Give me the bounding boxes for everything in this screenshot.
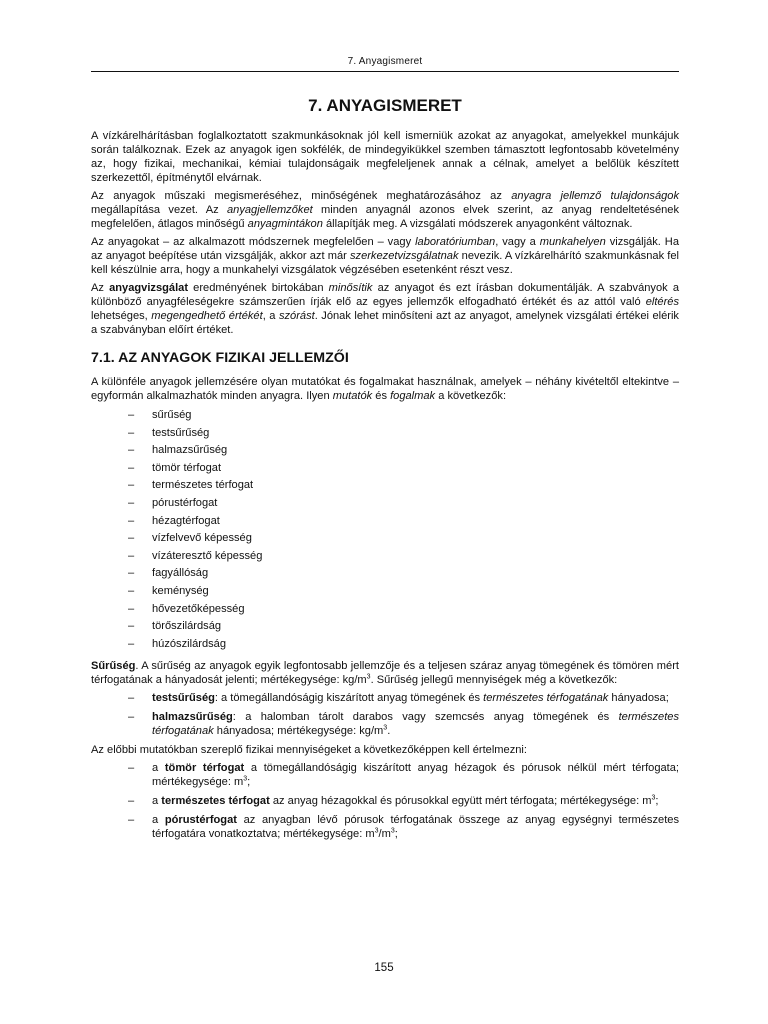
superscript: 3 <box>651 794 656 802</box>
text-run: a tömegállandóságig kiszárított anyag hézagok és pórusok nélkül mért térfogata; mértékegysége: m <box>152 762 679 789</box>
section-intro-paragraph <box>91 375 679 403</box>
text-run: . Sűrűség jellegű mennyiségek még a következők: <box>370 674 618 687</box>
emphasis: szerkezetvizsgálatnak <box>349 250 459 262</box>
text-run: Az anyagokat – az alkalmazott módszernek megfelelően – vagy <box>91 236 416 248</box>
text-run: . A sűrűség az anyagok egyik legfontosabb jellemzője és a teljesen száraz anyag tömegének és tömören mért térfogatának a hányadosát jelenti; mértékegysége: kg/m <box>91 660 679 687</box>
emphasis: természetes térfogatának <box>483 692 609 705</box>
property-list <box>91 407 679 653</box>
page-content <box>91 96 679 846</box>
emphasis: eltérés <box>645 296 679 308</box>
list-item: – pórustérfogat <box>91 495 679 513</box>
text-run: lehetséges, <box>91 310 152 322</box>
text-run: ; <box>655 795 659 808</box>
text-run: a <box>152 795 162 808</box>
text-run: eredményének birtokában <box>188 282 329 294</box>
section-heading: 7.1. AZ ANYAGOK FIZIKAI JELLEMZŐI <box>91 350 349 366</box>
bold-term: Sűrűség <box>91 660 136 673</box>
text-run: Az anyagok műszaki megismeréséhez, minőségének meghatározásához az <box>91 190 512 202</box>
list-item: – természetes térfogat <box>91 477 679 495</box>
emphasis: munkahelyen <box>539 236 606 248</box>
text-run: az anyagban lévő pórusok térfogatának összege az anyag egységnyi természetes térfogatára vonatkoztatva; mértékegysége: m <box>152 814 679 841</box>
text-run: állapítják meg. A vizsgálati módszerek anyagonként változnak. <box>322 218 633 230</box>
emphasis: laboratóriumban <box>415 236 496 248</box>
list-item: – testsűrűség <box>91 425 679 443</box>
text-run: , vagy a <box>495 236 540 248</box>
list-item: – halmazsűrűség <box>91 442 679 460</box>
superscript: 3 <box>383 724 388 732</box>
superscript: 3 <box>366 673 371 681</box>
page-number: 155 <box>374 962 394 974</box>
text-run: vizsgálják. Ha az anyagot beépítése után vizsgálják, akkor azt már <box>91 236 679 262</box>
emphasis: anyagjellemzőket <box>226 204 313 216</box>
emphasis: természetes térfogatának <box>152 711 679 738</box>
text-run: megállapítása vezet. Az <box>91 204 227 216</box>
text-run: ; <box>394 828 398 841</box>
emphasis: anyagra jellemző tulajdonságok <box>511 190 680 202</box>
bold-term: pórustérfogat <box>164 814 237 827</box>
emphasis: megengedhető értékét <box>151 310 263 322</box>
emphasis: anyagmintákon <box>247 218 323 230</box>
intro-paragraph-3 <box>91 235 679 277</box>
intro-paragraph-4 <box>91 281 679 337</box>
text-run: , a <box>262 310 279 322</box>
emphasis: mutatók <box>332 390 373 402</box>
list-item <box>91 691 679 705</box>
list-item: – hézagtérfogat <box>91 513 679 531</box>
interpretation-paragraph: Az előbbi mutatókban szereplő fizikai mennyiségeket a következőképpen kell értelmezni: <box>91 744 527 757</box>
list-item: – keménység <box>91 583 679 601</box>
text-run: a következők: <box>435 390 507 402</box>
superscript: 3 <box>390 827 395 835</box>
text-run: hányadosa; <box>608 692 669 705</box>
list-item: – törőszilárdság <box>91 618 679 636</box>
emphasis: fogalmak <box>390 390 436 402</box>
text-run: /m <box>378 828 391 841</box>
list-item: – sűrűség <box>91 407 679 425</box>
superscript: 3 <box>374 827 379 835</box>
text-run: : a halomban tárolt darabos vagy szemcsés anyag tömegének és <box>232 711 619 724</box>
text-run: hányadosa; mértékegysége: kg/m <box>213 725 384 738</box>
list-item: – vízfelvevő képesség <box>91 530 679 548</box>
text-run: minden anyagnál azonos elvek szerint, az anyag rendeltetésének megfelelően, átlagos minőségű <box>91 204 680 230</box>
text-run: és <box>372 390 391 402</box>
text-run: az anyagot és ezt írásban dokumentálják. A szabványok a különböző anyagféleségekre számszerűen írják elő az egyes jellemzők elfogadható értékét és az attól való <box>91 282 680 308</box>
text-run: Az <box>91 282 110 294</box>
text-run: a <box>152 762 165 775</box>
text-run: : a tömegállandóságig kiszárított anyag tömegének és <box>214 692 484 705</box>
text-run: nevezik. A vízkárelhárító szakmunkásnak fel kell készülnie arra, hogy a munkahelyi vizsgálatok végzésében esetenként részt vesz. <box>91 250 679 276</box>
bold-term: testsűrűség <box>152 692 215 705</box>
text-run: . Jónak lehet minősíteni azt az anyagot, amelynek vizsgálati értékei elérik a szabványban előírt értéket. <box>91 310 679 336</box>
emphasis: szórást <box>278 310 315 322</box>
text-run: . <box>387 725 391 738</box>
list-item <box>91 813 679 841</box>
bold-term: tömör térfogat <box>164 762 245 775</box>
intro-paragraph-1: A vízkárelhárításban foglalkoztatott szakmunkásoknak jól kell ismerniük azokat az anyagokat, amelyekkel munkájuk során találkoznak. Ezek az anyagok igen sokfélék, de mindegyikükkel szemben támasztott legfontosabb követelmény az, hogy fizikai, mechanikai, kémiai tulajdonságaik megfeleljenek annak a célnak, amelyet a belőlük készített szerkezettől, építménytől elvárnak. <box>91 130 679 184</box>
emphasis: minősítik <box>328 282 373 294</box>
bold-term: anyagvizsgálat <box>109 282 189 294</box>
list-item: – húzószilárdság <box>91 636 679 654</box>
density-definition-list <box>91 691 679 738</box>
list-item: – fagyállóság <box>91 565 679 583</box>
text-run: ; <box>247 776 251 789</box>
list-item <box>91 794 679 808</box>
text-run: a <box>152 814 165 827</box>
bold-term: természetes térfogat <box>161 795 270 808</box>
running-header: 7. Anyagismeret <box>347 56 423 67</box>
list-item <box>91 761 679 789</box>
list-item: – vízáteresztő képesség <box>91 548 679 566</box>
intro-paragraph-2 <box>91 189 679 231</box>
chapter-title: 7. ANYAGISMERET <box>308 96 462 115</box>
superscript: 3 <box>243 775 248 783</box>
list-item: – tömör térfogat <box>91 460 679 478</box>
density-paragraph <box>91 659 679 687</box>
volume-definition-list <box>91 761 679 841</box>
bold-term: halmazsűrűség <box>152 711 233 724</box>
header-rule <box>91 71 679 72</box>
list-item <box>91 710 679 738</box>
text-run: az anyag hézagokkal és pórusokkal együtt mért térfogata; mértékegysége: m <box>269 795 652 808</box>
list-item: – hővezetőképesség <box>91 601 679 619</box>
text-run: A különféle anyagok jellemzésére olyan mutatókat és fogalmakat használnak, amelyek – néhány kivételtől eltekintve – egyformán alkalmazhatók minden anyagra. Ilyen <box>91 376 679 402</box>
